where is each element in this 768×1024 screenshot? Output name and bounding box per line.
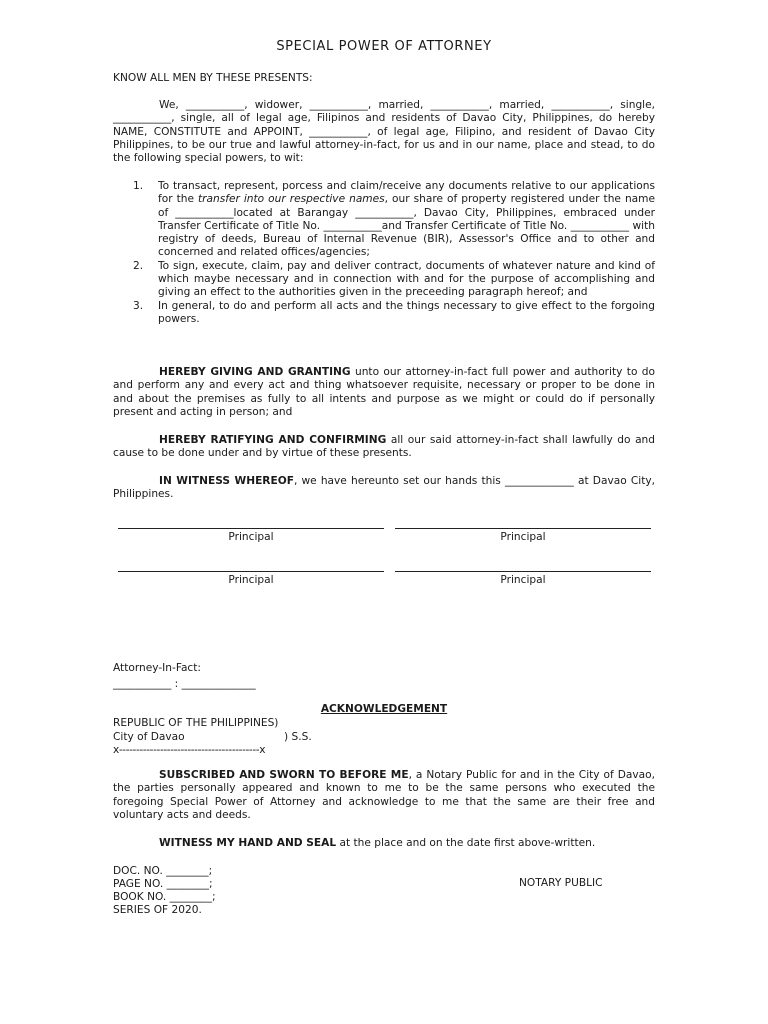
subscribed-bold: SUBSCRIBED AND SWORN TO BEFORE ME	[159, 769, 409, 781]
book-number: BOOK NO. ________;	[113, 891, 216, 903]
doc-number: DOC. NO. ________;	[113, 865, 213, 877]
signature-label: Principal	[500, 574, 546, 586]
republic-line: REPUBLIC OF THE PHILIPPINES)	[113, 717, 279, 729]
opening-paragraph: We, ___________, widower, ___________, married, ___________, married, ___________, single, ___________, single, all of legal age, Filipinos and residents of Davao City, Philippines, do hereby NAME, CONSTITUTE and APPOINT, ___________, of legal age, Filipino, and resident of Davao City Philippines, to be our true and lawful attorney-in-fact, for us and in our name, place and stead, to do the following special powers, to wit:	[113, 99, 655, 165]
power-item-3	[133, 300, 655, 327]
power-text-part: To transact, represent, porcess and claim/receive any documents relative to our applications for the	[158, 180, 655, 206]
power-text-italic: transfer into our respective names	[198, 193, 385, 206]
power-number: 3.	[133, 299, 144, 312]
ratifying-bold: HEREBY RATIFYING AND CONFIRMING	[159, 434, 387, 446]
powers-list	[133, 180, 655, 326]
power-item-1	[133, 180, 655, 260]
series-year: SERIES OF 2020.	[113, 904, 202, 916]
signature-line	[118, 528, 384, 529]
witness-bold: IN WITNESS WHEREOF	[159, 475, 294, 487]
witness-hand-bold: WITNESS MY HAND AND SEAL	[159, 837, 337, 849]
signature-label: Principal	[228, 574, 274, 586]
ratifying-text: all our said attorney-in-fact shall lawfully do and cause to be done under and by virtue of these presents.	[113, 434, 655, 460]
ratifying-paragraph	[113, 434, 655, 461]
power-text: To sign, execute, claim, pay and deliver contract, documents of whatever nature and kind of which maybe necessary and in connection with and for the purpose of accomplishing and giving an effect to the authorities given in the preceeding paragraph hereof; and	[158, 259, 655, 299]
power-text: In general, to do and perform all acts and the things necessary to give effect to the forgoing powers.	[158, 299, 655, 325]
subscribed-paragraph	[113, 769, 655, 822]
signature-line	[395, 571, 651, 572]
giving-bold: HEREBY GIVING AND GRANTING	[159, 366, 351, 378]
attorney-line: ___________ : ______________	[113, 678, 256, 690]
signature-line	[118, 571, 384, 572]
giving-text: unto our attorney-in-fact full power and authority to do and perform any and every act and thing whatsoever requisite, necessary or proper to be done in and about the premises as fully to all intents and purpose as we might or could do if personally present and acting in person; and	[113, 366, 656, 418]
power-text-part: , our share of property registered under the name of ___________located at Barangay ___________, Davao City, Philippines, embraced under Transfer Certificate of Title No. ___________and Transfer Certificate of Title No. ___________ with registry of deeds, Bureau of Internal Revenue (BIR), Assessor's Office and to other and concerned and related offices/agencies;	[158, 193, 655, 259]
attorney-label: Attorney-In-Fact:	[113, 662, 201, 674]
page-number: PAGE NO. ________;	[113, 878, 213, 890]
witness-hand-paragraph	[159, 837, 595, 850]
city-line: City of Davao	[113, 731, 185, 743]
power-text	[158, 180, 655, 260]
acknowledgement-title: ACKNOWLEDGEMENT	[320, 703, 448, 715]
notary-public-label: NOTARY PUBLIC	[519, 877, 603, 889]
signature-label: Principal	[228, 531, 274, 543]
document-title: SPECIAL POWER OF ATTORNEY	[276, 39, 492, 54]
ss-mark: ) S.S.	[284, 731, 312, 743]
signature-line	[395, 528, 651, 529]
separator-line: x-----------------------------------------x	[113, 744, 266, 756]
power-item-2	[133, 260, 655, 300]
signature-label: Principal	[500, 531, 546, 543]
power-number: 1.	[133, 180, 144, 192]
power-number: 2.	[133, 259, 144, 272]
witness-text: , we have hereunto set our hands this _____________ at Davao City, Philippines.	[113, 475, 655, 501]
witness-hand-text: at the place and on the date first above-written.	[336, 837, 596, 849]
subscribed-text: , a Notary Public for and in the City of Davao, the parties personally appeared and known to me to be the same persons who executed the foregoing Special Power of Attorney and acknowledge to me that the same are their free and voluntary acts and deeds.	[113, 769, 655, 821]
witness-paragraph	[113, 475, 655, 502]
intro-line: KNOW ALL MEN BY THESE PRESENTS:	[113, 72, 313, 84]
giving-paragraph	[113, 366, 655, 419]
